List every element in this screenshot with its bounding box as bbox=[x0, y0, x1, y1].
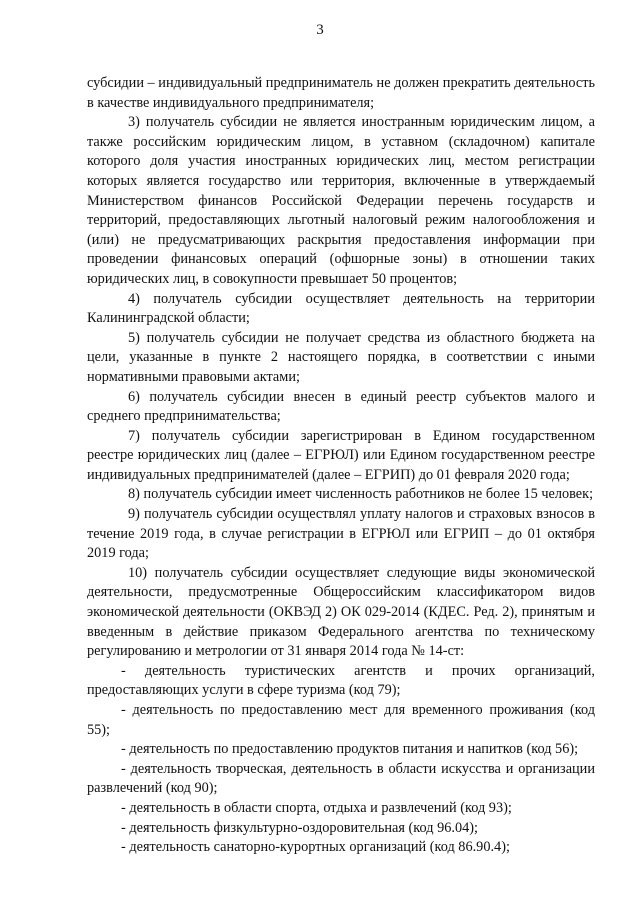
list-item-code-56: - деятельность по предоставлению продуктов питания и напитков (код 56); bbox=[121, 741, 579, 758]
paragraph-item-5: 5) получатель субсидии не получает средства из областного бюджета на цели, указанные в пункте 2 настоящего порядка, в соответствии с иными нормативными правовыми актами; bbox=[87, 329, 595, 385]
paragraph-item-4: 4) получатель субсидии осуществляет деятельность на территории Калининградской области; bbox=[87, 290, 595, 327]
paragraph-item-6: 6) получатель субсидии внесен в единый реестр субъектов малого и среднего предпринимательства; bbox=[87, 388, 595, 425]
paragraph-item-8: 8) получатель субсидии имеет численность работников не более 15 человек; bbox=[128, 486, 594, 503]
list-item-code-86-90-4: - деятельность санаторно-курортных организаций (код 86.90.4); bbox=[121, 839, 510, 856]
page-number: 3 bbox=[316, 22, 324, 38]
document-body bbox=[87, 74, 595, 858]
paragraph-continuation: субсидии – индивидуальный предприниматель не должен прекратить деятельность в качестве индивидуального предпринимателя; bbox=[87, 75, 595, 111]
list-item-code-96-04: - деятельность физкультурно-оздоровительная (код 96.04); bbox=[121, 819, 478, 836]
list-item-code-90: - деятельность творческая, деятельность в области искусства и организации развлечений (код 90); bbox=[87, 760, 595, 797]
paragraph-item-3: 3) получатель субсидии не является иностранным юридическим лицом, а также российским юридическим лицом, в уставном (складочном) капитале которого доля участия иностранных юридических лиц, местом регистрации которых является государство или территория, включенные в утверждаемый Министерством финансов Российской Федерации перечень государств и территорий, предоставляющих льготный налоговый режим налогообложения и (или) не предусматривающих раскрытия предоставления информации при проведении финансовых операций (офшорные зоны) в отношении таких юридических лиц, в совокупности превышает 50 процентов; bbox=[87, 114, 595, 287]
paragraph-item-10: 10) получатель субсидии осуществляет следующие виды экономической деятельности, предусмотренные Общероссийским классификатором видов экономической деятельности (ОКВЭД 2) ОК 029-2014 (КДЕС. Ред. 2), принятым и введенным в действие приказом Федерального агентства по техническому регулированию и метрологии от 31 января 2014 года № 14-ст: bbox=[87, 564, 595, 660]
list-item-code-79: - деятельность туристических агентств и прочих организаций, предоставляющих услуги в сфере туризма (код 79); bbox=[87, 662, 595, 699]
list-item-code-93: - деятельность в области спорта, отдыха и развлечений (код 93); bbox=[121, 799, 512, 816]
list-item-code-55: - деятельность по предоставлению мест для временного проживания (код 55); bbox=[87, 702, 595, 738]
paragraph-item-9: 9) получатель субсидии осуществлял уплату налогов и страховых взносов в течение 2019 года, в случае регистрации в ЕГРЮЛ или ЕГРИП – до 01 октября 2019 года; bbox=[87, 506, 595, 562]
paragraph-item-7: 7) получатель субсидии зарегистрирован в Едином государственном реестре юридических лиц (далее – ЕГРЮЛ) или Едином государственном реестре индивидуальных предпринимателей (далее – ЕГРИП) до 01 февраля 2020 года; bbox=[87, 427, 595, 483]
